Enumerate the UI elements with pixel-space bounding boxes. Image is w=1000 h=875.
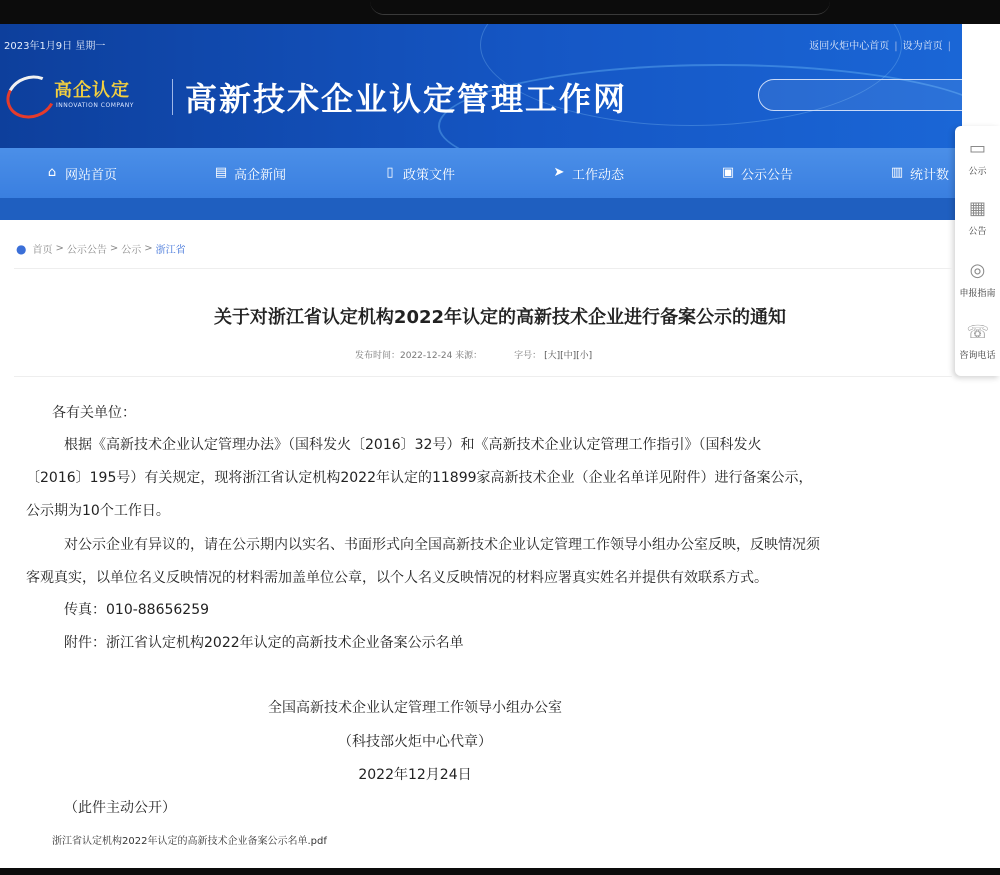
- breadcrumb-separator: >: [144, 243, 153, 254]
- header-links: [809, 37, 956, 52]
- signature-date: 2022年12月24日: [358, 767, 472, 783]
- set-homepage-link[interactable]: 设为首页: [902, 41, 943, 52]
- breadcrumb-separator: >: [55, 243, 64, 254]
- font-size-large[interactable]: [大]: [544, 351, 561, 361]
- public-note: （此件主动公开）: [64, 800, 176, 816]
- nav-label: 网站首页: [65, 167, 118, 183]
- paragraph-line: 公示期为10个工作日。: [26, 503, 170, 519]
- nav-label: 统计数: [910, 167, 950, 183]
- calendar-icon: ▦: [968, 198, 986, 219]
- breadcrumb-separator: >: [109, 243, 119, 254]
- nav-item-news[interactable]: [214, 163, 286, 183]
- compass-icon: ◎: [969, 260, 986, 281]
- font-size-small[interactable]: [小]: [576, 351, 593, 361]
- main-nav: [0, 148, 962, 198]
- back-to-home-link[interactable]: 返回火炬中心首页: [809, 41, 890, 52]
- paragraph-line: 对公示企业有异议的，请在公示期内以实名、书面形式向全国高新技术企业认定管理工作领导小组办公室反映，反映情况须: [64, 537, 820, 553]
- phone-icon: ☏: [966, 322, 990, 343]
- sidebar-item-announcement[interactable]: [955, 198, 1000, 237]
- site-title: 高新技术企业认定管理工作网: [185, 80, 628, 118]
- nav-label: 工作动态: [572, 167, 625, 183]
- breadcrumb: [16, 241, 186, 256]
- search-input[interactable]: [758, 79, 962, 111]
- breadcrumb-item-current[interactable]: 浙江省: [155, 245, 186, 256]
- site-logo[interactable]: [6, 70, 156, 118]
- header-date: 2023年1月9日 星期一: [4, 41, 106, 52]
- nav-item-work[interactable]: [552, 163, 624, 183]
- status-bar: [0, 0, 1000, 24]
- sidebar-item-guide[interactable]: [955, 260, 1000, 299]
- home-icon: ⌂: [47, 165, 57, 180]
- breadcrumb-item[interactable]: 首页: [32, 245, 53, 256]
- breadcrumb-item[interactable]: 公示: [121, 245, 142, 256]
- paragraph-line: 客观真实，以单位名义反映情况的材料需加盖单位公章，以个人名义反映情况的材料应署真实姓名并提供有效联系方式。: [26, 570, 768, 586]
- article-meta: [355, 348, 592, 361]
- divider: |: [947, 41, 951, 52]
- device-notch: [370, 0, 830, 15]
- attachment-line: 附件：浙江省认定机构2022年认定的高新技术企业备案公示名单: [64, 635, 464, 651]
- logo-swirl-icon: [0, 69, 61, 126]
- news-icon: ▤: [214, 165, 228, 180]
- nav-item-home[interactable]: [45, 163, 117, 183]
- chart-icon: ▥: [890, 165, 904, 180]
- sidebar-label: 公示: [968, 167, 987, 177]
- publish-info: 发布时间：2022-12-24 来源：: [355, 351, 483, 361]
- sidebar-label: 申报指南: [959, 289, 996, 299]
- paragraph-line: 根据《高新技术企业认定管理办法》（国科发火〔2016〕32号）和《高新技术企业认定管理工作指引》（国科发火: [64, 437, 762, 453]
- sidebar-label: 咨询电话: [959, 351, 996, 361]
- divider: [14, 268, 952, 269]
- signature-org: 全国高新技术企业认定管理工作领导小组办公室: [268, 700, 562, 716]
- nav-item-notice[interactable]: [721, 163, 793, 183]
- bottom-bar: [0, 868, 1000, 875]
- font-size-medium[interactable]: [中]: [560, 351, 577, 361]
- divider: |: [894, 41, 898, 52]
- archive-icon: ▭: [968, 138, 986, 159]
- floating-sidebar: [955, 126, 1000, 376]
- signature-seal: （科技部火炬中心代章）: [338, 734, 492, 750]
- logo-name: 高企认定: [54, 80, 130, 101]
- nav-label: 政策文件: [403, 167, 456, 183]
- logo-subtitle: INNOVATION COMPANY: [56, 102, 134, 109]
- article-title: 关于对浙江省认定机构2022年认定的高新技术企业进行备案公示的通知: [213, 307, 787, 328]
- font-size-label: 字号：: [514, 351, 542, 361]
- divider: [172, 79, 173, 115]
- document-icon: ▯: [386, 165, 394, 180]
- nav-label: 公示公告: [741, 167, 794, 183]
- nav-underband: [0, 198, 962, 220]
- sidebar-label: 公告: [968, 227, 987, 237]
- breadcrumb-item[interactable]: 公示公告: [66, 245, 107, 256]
- attachment-pdf-link[interactable]: 浙江省认定机构2022年认定的高新技术企业备案公示名单.pdf: [52, 836, 327, 847]
- location-pin-icon: ●: [16, 241, 27, 256]
- clipboard-icon: ▣: [721, 165, 735, 180]
- site-header: [0, 24, 962, 148]
- sidebar-item-publicity[interactable]: [955, 138, 1000, 177]
- fax-line: 传真：010-88656259: [64, 602, 210, 618]
- send-icon: ➤: [553, 165, 565, 180]
- divider: [14, 376, 952, 377]
- nav-label: 高企新闻: [234, 167, 287, 183]
- nav-item-policy[interactable]: [383, 163, 455, 183]
- nav-item-stats[interactable]: [890, 163, 949, 183]
- salutation: 各有关单位：: [52, 405, 136, 421]
- paragraph-line: 〔2016〕195号）有关规定，现将浙江省认定机构2022年认定的11899家高新技术企业（企业名单详见附件）进行备案公示，: [26, 470, 813, 486]
